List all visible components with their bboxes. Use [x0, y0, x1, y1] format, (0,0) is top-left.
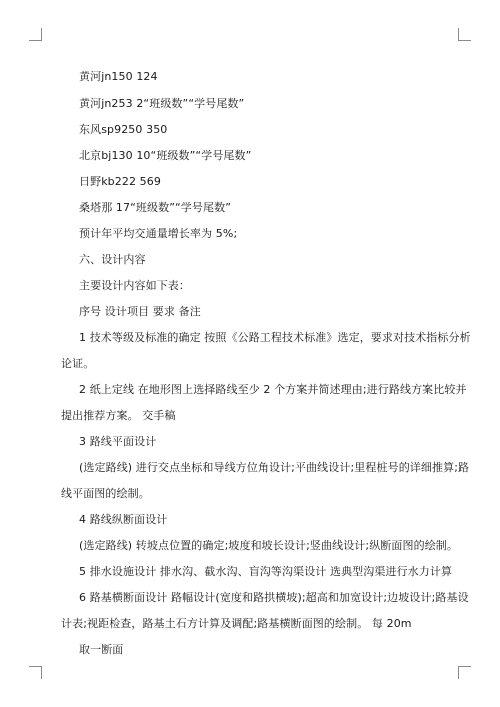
item-1-line-2: 论证。	[61, 357, 95, 370]
text-line-intro: 主要设计内容如下表：	[79, 279, 190, 292]
item-2-line-1: 2 纸上定线 在地形图上选择路线至少 2 个方案并简述理由;进行路线方案比较并	[79, 383, 467, 396]
crop-mark-top-left	[29, 28, 42, 41]
crop-mark-bottom-left	[29, 666, 42, 679]
text-line-vehicle-1: 黄河jn150 124	[79, 70, 158, 83]
section-heading-design-content: 六、设计内容	[79, 253, 146, 266]
item-3-line-1: (选定路线) 进行交点坐标和导线方位角设计;平曲线设计;里程桩号的详细推算;路	[79, 461, 470, 474]
text-line-vehicle-6: 桑塔那 17“班级数”“学号尾数”	[79, 201, 231, 214]
text-line-vehicle-3: 东风sp9250 350	[79, 123, 168, 136]
text-line-vehicle-4: 北京bj130 10“班级数”“学号尾数”	[79, 149, 252, 162]
item-1-line-1: 1 技术等级及标准的确定 按照《公路工程技术标准》选定，要求对技术指标分析	[79, 331, 471, 344]
item-4-line-1: (选定路线) 转坡点位置的确定;坡度和坡长设计;竖曲线设计;纵断面图的绘制。	[79, 539, 458, 552]
item-6-line-3: 取一断面	[79, 643, 124, 656]
text-line-growth-rate: 预计年平均交通量增长率为 5%;	[79, 227, 238, 240]
table-header-line: 序号 设计项目 要求 备注	[79, 305, 201, 318]
item-6-line-1: 6 路基横断面设计 路幅设计(宽度和路拱横坡);超高和加宽设计;边坡设计;路基设	[79, 591, 469, 604]
item-6-line-2: 计表;视距检查，路基土石方计算及调配;路基横断面图的绘制。 每 20m	[61, 617, 412, 630]
item-4-title: 4 路线纵断面设计	[79, 513, 168, 526]
item-2-line-2: 提出推荐方案。 交手稿	[61, 409, 176, 422]
crop-mark-bottom-right	[458, 666, 471, 679]
item-3-title: 3 路线平面设计	[79, 435, 157, 448]
text-line-vehicle-2: 黄河jn253 2“班级数”“学号尾数”	[79, 97, 245, 110]
text-line-vehicle-5: 日野kb222 569	[79, 175, 161, 188]
item-5-line-1: 5 排水设施设计 排水沟、截水沟、盲沟等沟渠设计 选典型沟渠进行水力计算	[79, 565, 453, 578]
item-3-line-2: 线平面图的绘制。	[61, 487, 150, 500]
crop-mark-top-right	[458, 28, 471, 41]
